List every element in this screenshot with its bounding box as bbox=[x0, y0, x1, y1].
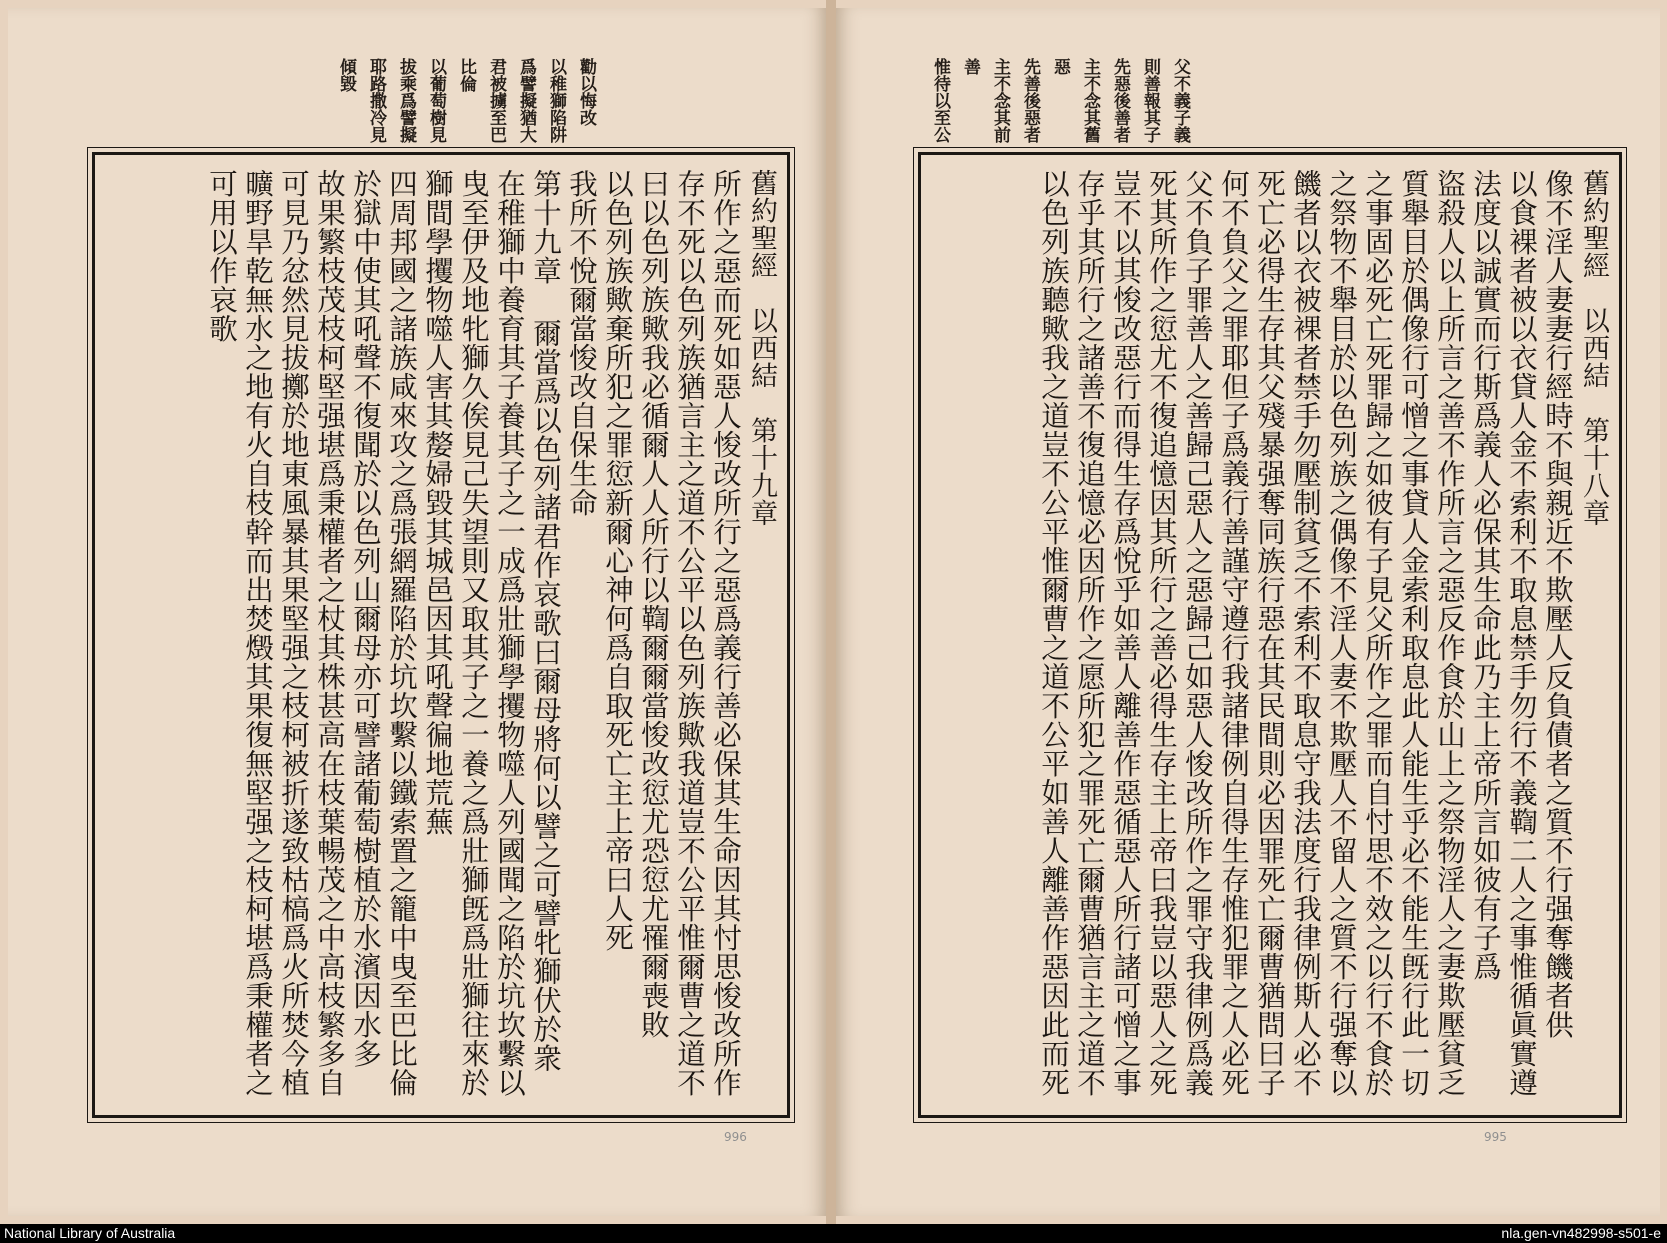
right-text-column: 像不淫人妻妻行經時不與親近不欺壓人反負債者之質不行强奪饑者供 bbox=[1541, 169, 1574, 1039]
left-text-column: 所作之惡而死如惡人悛改所行之惡爲義行善必保其生命因其忖思悛改所作 bbox=[709, 169, 742, 1097]
right-marginal-note: 先惡後善者 bbox=[1110, 58, 1130, 143]
left-header-title: 舊約聖經 bbox=[746, 169, 777, 279]
left-text-frame bbox=[92, 152, 790, 1118]
left-text-column: 故果繁枝茂枝柯堅强堪爲秉權者之杖其株甚高在枝葉暢茂之中高枝繁多自 bbox=[313, 169, 346, 1097]
right-header-title: 舊約聖經 bbox=[1578, 169, 1609, 279]
right-marginal-note: 先善後惡者 bbox=[1020, 58, 1040, 143]
left-marginal-notes bbox=[336, 58, 596, 143]
left-text-column: 曠野旱乾無水之地有火自枝幹而出焚燬其果復無堅强之枝柯堪爲秉權者之 bbox=[241, 169, 274, 1097]
left-text-column: 在稚獅中養育其子養其子之一成爲壯獅學攫物噬人列國聞之陷於坑坎繫以 bbox=[493, 169, 526, 1097]
left-marginal-note: 以葡萄樹見 bbox=[426, 58, 446, 143]
right-marginal-note: 父不義子義 bbox=[1170, 58, 1190, 143]
right-text-column: 以色列族聽歟我之道豈不公平惟爾曹之道不公平如善人離善作惡因此而死 bbox=[1037, 169, 1070, 1097]
right-text-column: 饑者以衣被裸者禁手勿壓制貧乏不索利不取息守我法度行我律例斯人必不 bbox=[1289, 169, 1322, 1097]
left-text-column: 獅間學攫物噬人害其嫠婦毀其城邑因其吼聲徧地荒蕪 bbox=[421, 169, 454, 836]
left-header-chapter: 第十九章 bbox=[746, 416, 777, 527]
left-text-column: 於獄中使其吼聲不復聞於以色列山爾母亦可譬諸葡萄樹植於水濱因水多 bbox=[349, 169, 382, 1068]
left-text-column: 以色列族歟棄所犯之罪愆新爾心神何爲自取死亡主上帝曰人死 bbox=[601, 169, 634, 952]
left-text-column: 曰以色列族歟我必循爾人人所行以鞫爾爾當悛改愆尤恐愆尤罹爾喪敗 bbox=[637, 169, 670, 1039]
right-text-column: 之事固必死亡死罪歸之如彼有子見父所作之罪而自忖思不效之以行不食於 bbox=[1361, 169, 1394, 1097]
footer-identifier[interactable]: nla.gen-vn482998-s501-e bbox=[1501, 1225, 1661, 1241]
left-header-book: 以西結 bbox=[746, 306, 777, 389]
left-marginal-note: 耶路撒冷見 bbox=[366, 58, 386, 143]
left-body-text bbox=[203, 169, 779, 1101]
left-marginal-note: 君被擄至巴 bbox=[486, 58, 506, 143]
right-marginal-note: 善 bbox=[960, 58, 980, 75]
left-text-column: 存不死以色列族猶言主之道不公平以色列族歟我道豈不公平惟爾曹之道不 bbox=[673, 169, 706, 1097]
right-text-column: 父不負子罪善人之善歸己惡人之惡歸己如惡人悛改所作之罪守我律例爲義 bbox=[1181, 169, 1214, 1097]
left-text-column: 我所不悅爾當悛改自保生命 bbox=[565, 169, 598, 517]
right-marginal-note: 則善報其子 bbox=[1140, 58, 1160, 143]
right-body-text bbox=[1035, 169, 1611, 1101]
right-marginal-note: 惡 bbox=[1050, 58, 1070, 75]
footer-institution[interactable]: National Library of Australia bbox=[4, 1225, 176, 1241]
pencil-mark-left: 996 bbox=[724, 1130, 747, 1144]
right-text-column: 盜殺人以上所言之善不作所言之惡反作食於山上之祭物淫人之妻欺壓貧乏 bbox=[1433, 169, 1466, 1097]
right-text-column: 法度以誠實而行斯爲義人必保其生命此乃主上帝所言如彼有子爲 bbox=[1469, 169, 1502, 981]
left-running-header bbox=[743, 169, 779, 1101]
left-text-column: 曳至伊及地牝獅久俟見己失望則又取其子之一養之爲壯獅旣爲壯獅往來於 bbox=[457, 169, 490, 1097]
left-marginal-note: 傾毀 bbox=[336, 58, 356, 92]
right-marginal-note: 主不念其前 bbox=[990, 58, 1010, 143]
right-marginal-note: 惟待以至公 bbox=[930, 58, 950, 143]
right-header-chapter: 第十八章 bbox=[1578, 416, 1609, 527]
right-text-column: 死其所作之愆尤不復追憶因其所行之善必得生存主上帝曰我豈以惡人之死 bbox=[1145, 169, 1178, 1097]
pencil-mark-right: 995 bbox=[1484, 1130, 1507, 1144]
left-text-column: 第十九章 爾當爲以色列諸君作哀歌曰爾母將何以譬之可譬牝獅伏於衆 bbox=[529, 169, 562, 1073]
right-text-column: 存乎其所行之諸善不復追憶必因所作之愿所犯之罪死亡爾曹猶言主之道不 bbox=[1073, 169, 1106, 1097]
left-marginal-note: 以稚獅陷阱 bbox=[546, 58, 566, 143]
left-marginal-note: 勸以悔改 bbox=[576, 58, 596, 126]
left-text-column: 可用以作哀歌 bbox=[205, 169, 238, 343]
right-text-frame bbox=[918, 152, 1622, 1118]
right-text-column: 死亡必得生存其父殘暴强奪同族行惡在其民間則必因罪死亡爾曹猶問曰子 bbox=[1253, 169, 1286, 1097]
right-running-header bbox=[1575, 169, 1611, 1101]
right-header-book: 以西結 bbox=[1578, 306, 1609, 389]
left-text-column: 四周邦國之諸族咸來攻之爲張網羅陷於坑坎繫以鐵索置之籠中曳至巴比倫 bbox=[385, 169, 418, 1097]
right-text-column: 質舉目於偶像行可憎之事貸人金索利取息此人能生乎必不能生旣行此一切 bbox=[1397, 169, 1430, 1097]
right-marginal-notes bbox=[930, 58, 1190, 143]
right-marginal-note: 主不念其舊 bbox=[1080, 58, 1100, 143]
left-text-column: 可見乃忿然見拔擲於地東風暴其果堅强之枝柯被折遂致枯槁爲火所焚今植 bbox=[277, 169, 310, 1097]
right-text-column: 之祭物不舉目於以色列族之偶像不淫人妻不欺壓人不留人之質不行强奪以 bbox=[1325, 169, 1358, 1097]
right-text-column: 以食裸者被以衣貸人金不索利不取息禁手勿行不義鞫二人之事惟循眞實遵 bbox=[1505, 169, 1538, 1097]
left-marginal-note: 爲譬擬猶大 bbox=[516, 58, 536, 143]
left-marginal-note: 拔乘爲譬擬 bbox=[396, 58, 416, 143]
left-marginal-note: 比倫 bbox=[456, 58, 476, 92]
footer-bar bbox=[0, 1224, 1667, 1243]
right-text-column: 何不負父之罪耶但子爲義行善謹守遵行我諸律例自得生存惟犯罪之人必死 bbox=[1217, 169, 1250, 1097]
right-text-column: 豈不以其悛改惡行而得生存爲悅乎如善人離善作惡循惡人所行諸可憎之事 bbox=[1109, 169, 1142, 1097]
book-gutter bbox=[826, 0, 836, 1224]
